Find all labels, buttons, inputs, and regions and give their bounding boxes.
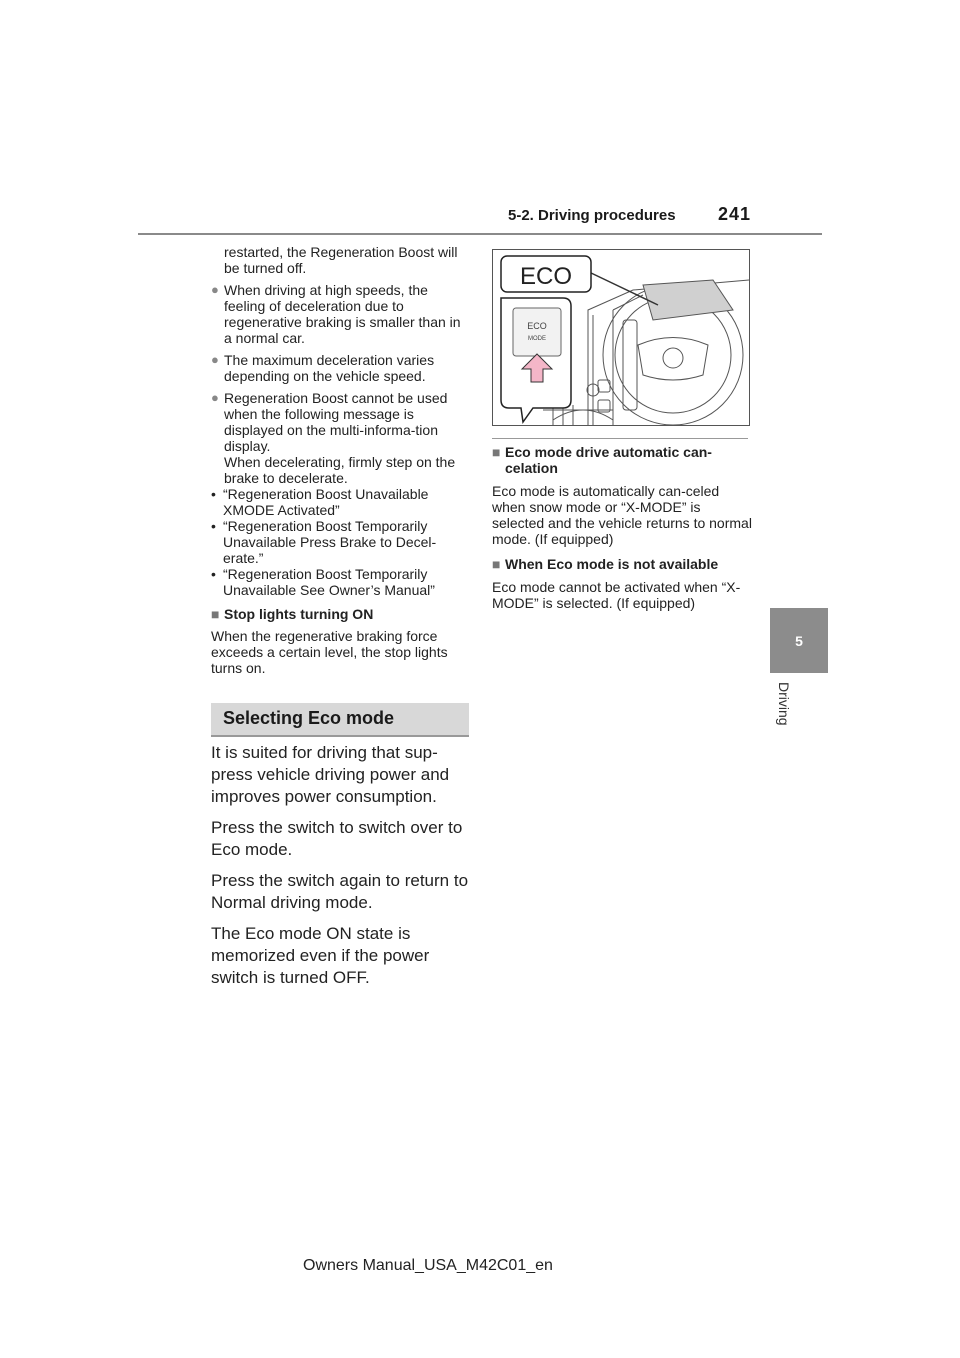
not-available-text: Eco mode cannot be activated when “X-MODE” is selected. (If equipped)	[492, 579, 741, 611]
auto-cancel-heading: ■ Eco mode drive automatic can-celation	[492, 444, 712, 476]
section-body	[211, 742, 473, 989]
figure-rule	[492, 438, 748, 439]
section-paragraph: The Eco mode ON state is memorized even if the power switch is turned OFF.	[211, 924, 430, 987]
section-paragraph: It is suited for driving that sup-press vehicle driving power and improves power consumption.	[211, 743, 450, 806]
left-column	[211, 244, 471, 676]
not-available-heading: ■ When Eco mode is not available	[492, 556, 719, 572]
message-item: • “Regeneration Boost Temporarily Unavailable Press Brake to Decel-erate.”	[211, 518, 437, 566]
chapter-label: Driving	[776, 682, 792, 726]
footer-text: Owners Manual_USA_M42C01_en	[303, 1257, 553, 1274]
header-rule	[138, 233, 822, 235]
message-item: • “Regeneration Boost Temporarily Unavailable See Owner’s Manual”	[211, 566, 435, 598]
switch-label-eco: ECO	[527, 321, 547, 331]
message-item: • “Regeneration Boost Unavailable XMODE Activated”	[211, 486, 429, 518]
callout-label: ECO	[519, 263, 573, 290]
page-number: 241	[718, 204, 752, 224]
stop-lights-text: When the regenerative braking force exceeds a certain level, the stop lights turns on.	[211, 628, 448, 676]
bullet-item: ● Regeneration Boost cannot be used when the following message is displayed on the multi-informa-tion display. When decelerating, firmly step on the brake to decelerate.	[211, 390, 456, 486]
eco-switch-figure	[492, 249, 750, 426]
square-bullet-icon: ■	[492, 556, 501, 572]
continued-text: restarted, the Regeneration Boost will be turned off.	[224, 244, 458, 276]
auto-cancel-text: Eco mode is automatically can-celed when snow mode or “X-MODE” is selected and the vehicle returns to normal mode. (If equipped)	[492, 483, 752, 547]
stop-lights-heading: ■ Stop lights turning ON	[211, 606, 374, 622]
bullet-dot-icon: ●	[211, 352, 219, 367]
chapter-tab[interactable]	[770, 608, 828, 673]
section-title: Selecting Eco mode	[223, 708, 395, 728]
section-paragraph: Press the switch to switch over to Eco mode.	[211, 818, 463, 859]
switch-label-mode: MODE	[528, 336, 546, 342]
bullet-dot-icon: ●	[211, 390, 219, 405]
bullet-dot-icon: ●	[211, 282, 219, 297]
chapter-number: 5	[795, 632, 803, 649]
bullet-item: ● The maximum deceleration varies depending on the vehicle speed.	[211, 352, 435, 384]
section-title-box	[211, 703, 469, 737]
section-reference: 5-2. Driving procedures	[508, 207, 676, 224]
section-paragraph: Press the switch again to return to Normal driving mode.	[211, 871, 469, 912]
square-bullet-icon: ■	[211, 606, 220, 622]
square-bullet-icon: ■	[492, 444, 501, 460]
bullet-item: ● When driving at high speeds, the feeling of deceleration due to regenerative braking is smaller than in a normal car.	[211, 282, 461, 346]
dashboard-illustration	[493, 250, 749, 425]
right-column	[492, 444, 754, 611]
